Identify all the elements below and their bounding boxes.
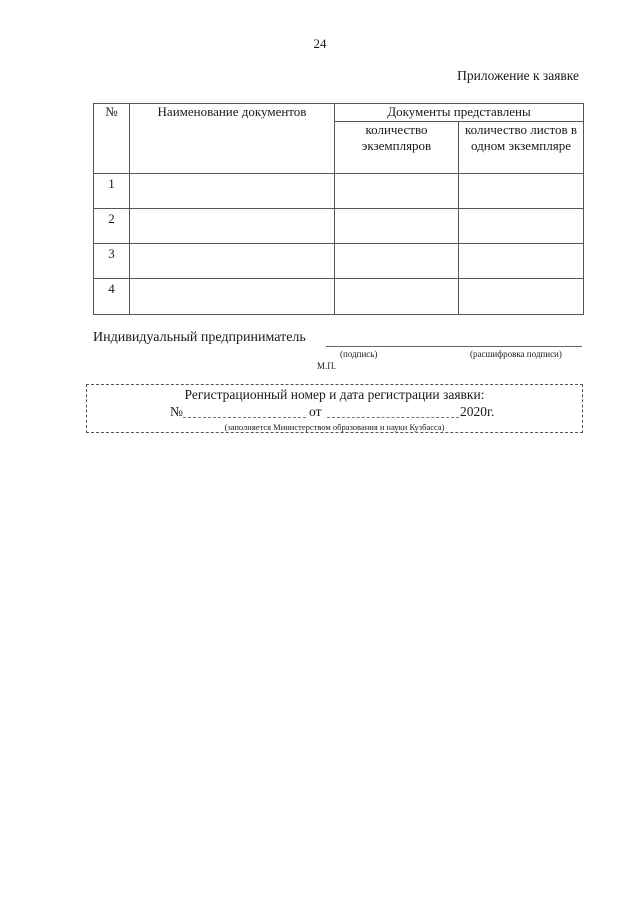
stamp-label: М.П.	[317, 361, 337, 371]
number-sign: №	[170, 404, 183, 419]
row-number: 2	[94, 209, 130, 244]
year-label: 2020г.	[460, 404, 495, 419]
table-row	[94, 244, 584, 279]
table-row	[94, 209, 584, 244]
sheets-cell[interactable]	[459, 209, 584, 244]
header-documents-presented: Документы представлены	[335, 104, 584, 122]
table-row	[94, 279, 584, 315]
document-name-cell[interactable]	[130, 244, 335, 279]
entrepreneur-label: Индивидуальный предприниматель	[93, 330, 306, 345]
registration-date-field[interactable]	[327, 417, 459, 418]
sheets-cell[interactable]	[459, 279, 584, 315]
sheets-cell[interactable]	[459, 174, 584, 209]
signature-line[interactable]	[326, 346, 582, 347]
header-copies: количество экземпляров	[335, 122, 459, 174]
copies-cell[interactable]	[335, 244, 459, 279]
document-name-cell[interactable]	[130, 209, 335, 244]
copies-cell[interactable]	[335, 279, 459, 315]
document-name-cell[interactable]	[130, 279, 335, 315]
registration-box	[86, 384, 583, 433]
row-number: 3	[94, 244, 130, 279]
copies-cell[interactable]	[335, 174, 459, 209]
row-number: 1	[94, 174, 130, 209]
header-number: №	[94, 104, 130, 174]
appendix-title: Приложение к заявке	[457, 68, 579, 83]
header-sheets: количество листов в одном экземпляре	[459, 122, 584, 174]
from-label: от	[309, 404, 322, 419]
signature-decode-caption: (расшифровка подписи)	[470, 349, 562, 359]
table-row	[94, 174, 584, 209]
copies-cell[interactable]	[335, 209, 459, 244]
header-document-name: Наименование документов	[130, 104, 335, 174]
row-number: 4	[94, 279, 130, 315]
registration-title: Регистрационный номер и дата регистрации заявки:	[184, 387, 485, 402]
documents-table	[93, 103, 584, 315]
sheets-cell[interactable]	[459, 244, 584, 279]
document-name-cell[interactable]	[130, 174, 335, 209]
registration-note: (заполняется Министерством образования и науки Кузбасса)	[224, 422, 445, 432]
signature-caption: (подпись)	[340, 349, 378, 359]
registration-number-field[interactable]	[183, 417, 306, 418]
page-number: 24	[313, 36, 327, 51]
